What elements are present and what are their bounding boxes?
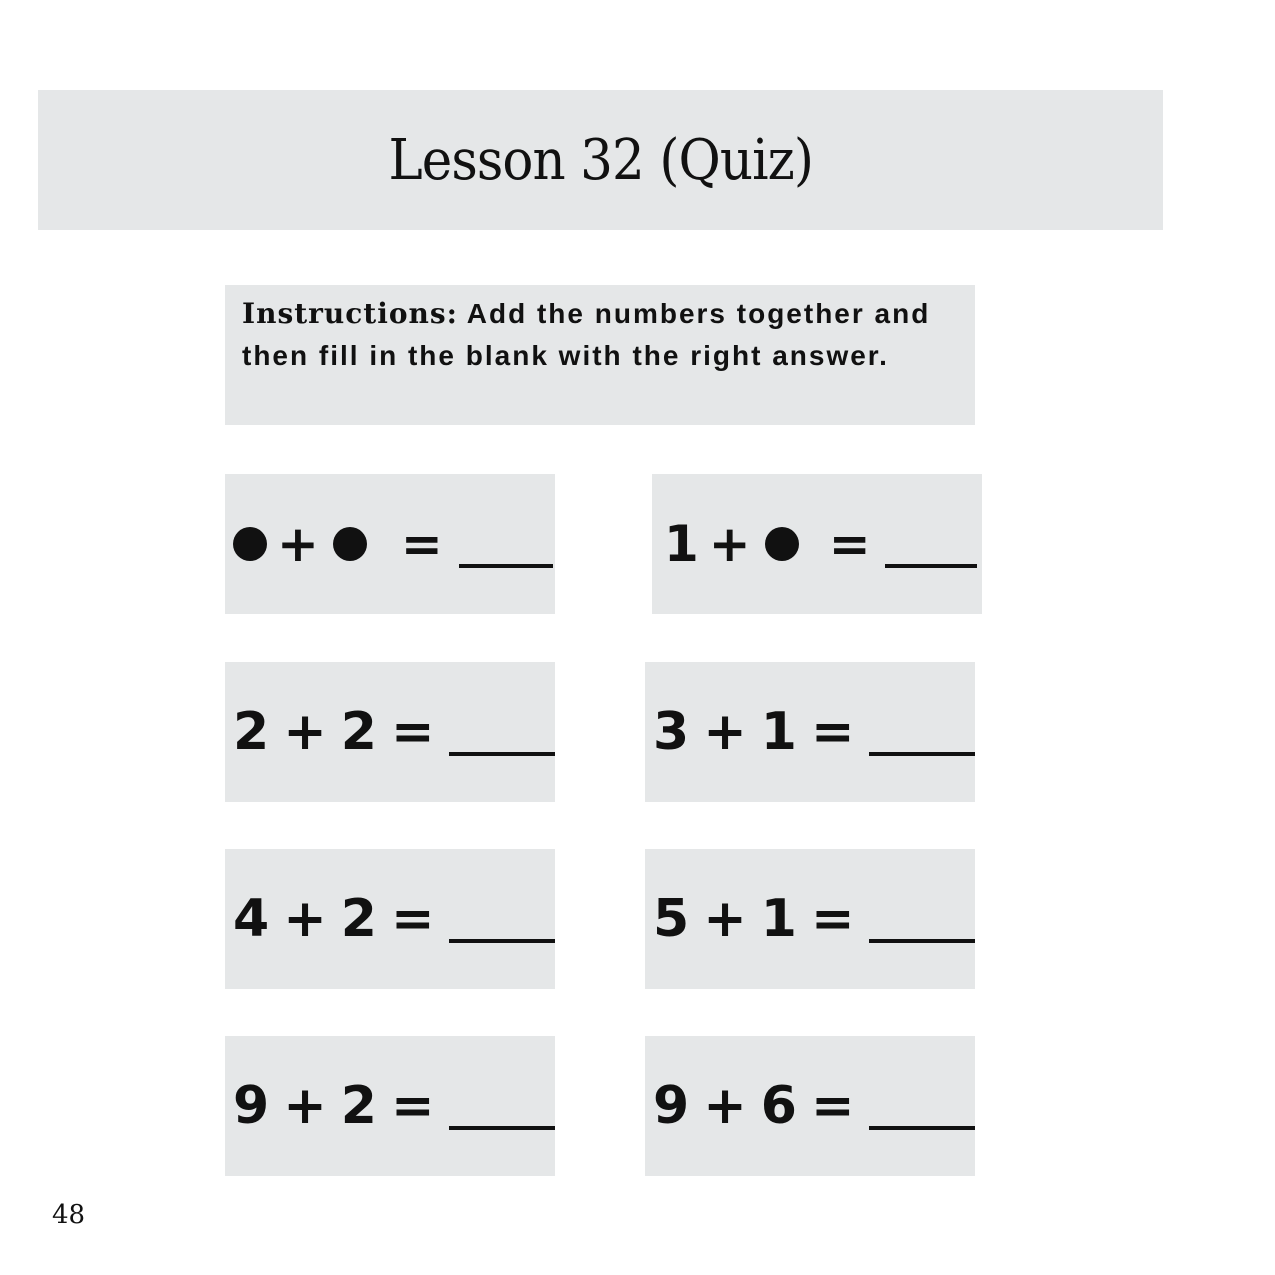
- problem-box-7: [225, 1036, 555, 1176]
- instructions-box: [225, 285, 975, 425]
- problem-operand-b: 6: [760, 1076, 797, 1136]
- answer-blank[interactable]: [459, 520, 553, 568]
- problem-equals: =: [810, 1076, 855, 1136]
- problem-operand-a: 3: [653, 702, 690, 762]
- instructions-text: Add the numbers together and then fill in the blank with the right answer.: [242, 298, 931, 371]
- answer-blank[interactable]: [885, 520, 977, 568]
- problem-operand-b: 2: [340, 1076, 377, 1136]
- problem-operator: +: [703, 702, 747, 762]
- instructions-lead: Instructions:: [242, 297, 459, 330]
- problem-box-1: [225, 474, 555, 614]
- answer-blank[interactable]: [869, 708, 975, 756]
- problem-equals: =: [400, 515, 443, 573]
- problem-equals: =: [390, 1076, 435, 1136]
- problem-operator: +: [283, 702, 327, 762]
- problem-operand-a: 4: [233, 889, 270, 949]
- problem-operator: +: [283, 1076, 327, 1136]
- problem-box-4: [645, 662, 975, 802]
- problem-operator: +: [708, 515, 751, 573]
- problem-operand-b: 2: [340, 889, 377, 949]
- problem-box-8: [645, 1036, 975, 1176]
- problem-equals: =: [810, 702, 855, 762]
- dot-icon: [765, 527, 799, 561]
- problem-equals: =: [810, 889, 855, 949]
- problem-operand-a: 2: [233, 702, 270, 762]
- answer-blank[interactable]: [869, 1082, 975, 1130]
- problem-equals: =: [390, 889, 435, 949]
- problem-operand-b: 1: [760, 889, 797, 949]
- answer-blank[interactable]: [449, 1082, 555, 1130]
- problem-operand-a: 9: [653, 1076, 690, 1136]
- problem-operator: +: [703, 889, 747, 949]
- page-number: 48: [52, 1200, 86, 1230]
- answer-blank[interactable]: [449, 708, 555, 756]
- problem-box-2: [652, 474, 982, 614]
- problem-operand-b: 1: [760, 702, 797, 762]
- title-banner: [38, 90, 1163, 230]
- answer-blank[interactable]: [869, 895, 975, 943]
- problem-operand-b: 2: [340, 702, 377, 762]
- problem-operand-a: 1: [664, 515, 699, 573]
- problem-box-6: [645, 849, 975, 989]
- problem-box-3: [225, 662, 555, 802]
- problem-operator: +: [283, 889, 327, 949]
- dot-icon: [333, 527, 367, 561]
- problem-equals: =: [828, 515, 871, 573]
- page-title: Lesson 32 (Quiz): [388, 127, 813, 193]
- dot-icon: [233, 527, 267, 561]
- answer-blank[interactable]: [449, 895, 555, 943]
- problem-operand-a: 9: [233, 1076, 270, 1136]
- problem-operator: +: [277, 515, 319, 573]
- problem-equals: =: [390, 702, 435, 762]
- problem-box-5: [225, 849, 555, 989]
- problem-operator: +: [703, 1076, 747, 1136]
- problem-operand-a: 5: [653, 889, 690, 949]
